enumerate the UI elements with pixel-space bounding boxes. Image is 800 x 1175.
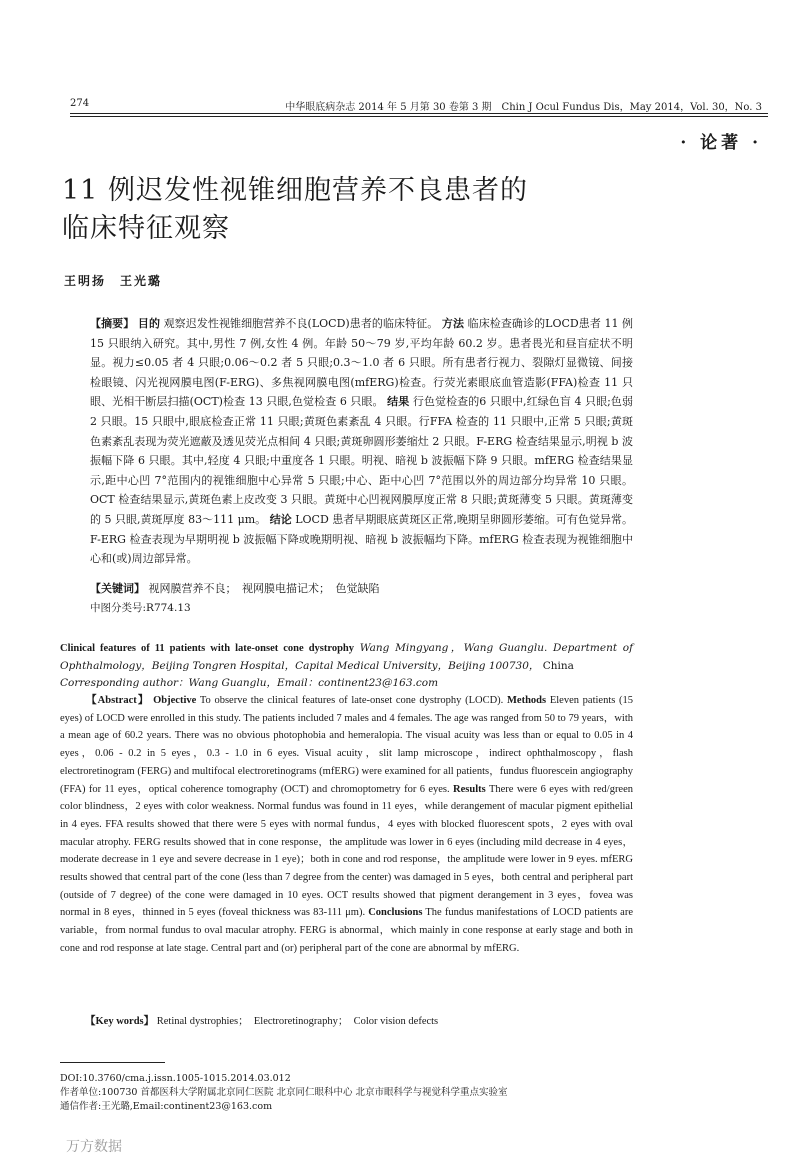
- abstract-label: 【摘要】: [90, 317, 135, 330]
- authors: 王明扬 王光璐: [64, 274, 163, 288]
- title-line-1: 11 例迟发性视锥细胞营养不良患者的: [62, 175, 528, 206]
- corresponding-author: Corresponding author：Wang Guanglu，Email：continent23@163.com: [60, 677, 439, 689]
- conclusion-text: LOCD 患者早期眼底黄斑区正常,晚期呈卵圆形萎缩。可有色觉异常。F-ERG 检查表现为早期明视 b 波振幅下降或晚期明视、暗视 b 波振幅均下降。mfERG 检查表现为视锥细胞中心和(或)周边部异常。: [90, 512, 634, 566]
- english-title: Clinical features of 11 patients with late-onset cone dystrophy: [60, 643, 355, 654]
- en-abstract-label: 【Abstract】: [85, 695, 150, 706]
- footnote-rule: [60, 1062, 165, 1063]
- results-text: 行色觉检查的6 只眼中,红绿色盲 4 只眼;色弱 2 只眼。15 只眼中,眼底检查正常 11 只眼;黄斑色素紊乱 4 只眼。行FFA 检查的 11 只眼中,正常 5 只眼;黄斑色素紊乱表现为荧光遮蔽及透见荧光点相间 4 只眼;黄斑卵圆形萎缩灶 2 只眼。F-ERG 检查结果显示,明视 b 波振幅下降 6 只眼。其中,轻度 4 只眼;中重度各 1 只眼。明视、暗视 b 波振幅下降 9 只眼。mfERG 检查结果显示,距中心凹 7°范围内的视锥细胞中心异常 5 只眼;中心、距中心凹 7°范围以外的周边部分均异常 10 只眼。OCT 检查结果显示,黄斑色素上皮改变 3 只眼。黄斑中心凹视网膜厚度正常 8 只眼;黄斑薄变 5 只眼。黄斑薄变的 5 只眼,黄斑厚度 83～111 μm。: [90, 395, 634, 526]
- methods-text: 临床检查确诊的LOCD患者 11 例 15 只眼纳入研究。其中,男性 7 例,女性 4 例。年龄 50～79 岁,平均年龄 60.2 岁。患者畏光和昼盲症状不明显。视力≤0.05 者 4 只眼;0.06～0.2 者 5 只眼;0.3～1.0 者 6 只眼。所有患者行视力、裂隙灯显微镜、间接检眼镜、闪光视网膜电图(F-ERG)、多焦视网膜电图(mfERG)检查。行荧光素眼底血管造影(FFA)检查 11 只眼、光相干断层扫描(OCT)检查 13 只眼,色觉检查 6 只眼。: [90, 317, 634, 409]
- keywords-label: 【关键词】: [90, 582, 145, 595]
- classification-number: 中图分类号:R774.13: [90, 602, 191, 614]
- doi: DOI:10.3760/cma.j.issn.1005-1015.2014.03.012: [60, 1073, 291, 1084]
- en-methods-text: Eleven patients (15 eyes) of LOCD were enrolled in this study. The patients included 7 males and 4 females. The age was ranged from 50 to 79 years，with a mean age of 60.2 years. There was no obvious photophobia and hemeralopia. The visual acuity was less than or equal to 0.05 in 4 eyes，0.06 - 0.2 in 5 eyes，0.3 - 1.0 in 6 eyes. Visual acuity，slit lamp microscope，indirect ophthalmoscopy，flash electroretinogram (FERG) and multifocal electroretinograms (mfERG) were examined for all patients，fundus fluorescein angiography (FFA) for 11 eyes，optical coherence tomography (OCT) and chromoptometry for 6 eyes.: [60, 695, 634, 795]
- en-keywords-label: 【Key words】: [85, 1016, 155, 1027]
- objective-label: 目的: [137, 317, 161, 330]
- keywords-chinese: [90, 580, 380, 596]
- en-results-text: There were 6 eyes with red/green color blindness，2 eyes with color weakness. Normal fundus was found in 11 eyes，while derangement of macular pigment epithelial in 4 eyes. FFA results showed that there were 5 eyes with normal fundus，4 eyes with blocked fluorescent spots，2 eyes with oval macular atrophy. FERG results showed that in cone response，the amplitude was lower in 6 eyes (including mild decrease in 4 eyes，moderate decrease in 1 eye and severe decrease in 1 eye)；both in cone and rod response，the amplitude were lower in 9 eyes. mfERG results showed that central part of the cone (less than 7 degree from the center) was damaged in 5 eyes，both central and peripheral part (outside of 7 degree) of the cone were damaged in 10 eyes. OCT results showed that pigment derangement in 3 eyes，fovea was normal in 8 eyes，thinned in 5 eyes (foveal thickness was 83-111 μm).: [60, 783, 634, 919]
- en-conclusions-label: Conclusions: [368, 907, 423, 919]
- article-title: [62, 172, 682, 248]
- en-results-label: Results: [453, 783, 486, 795]
- footnotes: [60, 1072, 508, 1114]
- keywords-english: [85, 1013, 438, 1028]
- section-tag: · 论著 ·: [680, 133, 762, 153]
- author-affiliation: 作者单位:100730 首都医科大学附属北京同仁医院 北京同仁眼科中心 北京市眼科学与视觉科学重点实验室: [60, 1087, 508, 1098]
- methods-label: 方法: [441, 317, 465, 330]
- page-number: 274: [70, 98, 90, 109]
- header-rule: [70, 113, 768, 114]
- conclusion-label: 结论: [269, 512, 292, 526]
- en-conclusions-text: The fundus manifestations of LOCD patients are variable，from normal fundus to oval macular atrophy. FERG is abnormal，which mainly in cone response at early stage and both in cone and rod response at late stage. Central part and (or) peripheral part of the cone are abnormal by mfERG.: [60, 907, 633, 954]
- correspondence: 通信作者:王光璐,Email:continent23@163.com: [60, 1101, 273, 1112]
- results-label: 结果: [387, 395, 410, 409]
- keywords-text: 视网膜营养不良； 视网膜电描记术； 色觉缺陷: [148, 582, 380, 595]
- objective-text: 观察迟发性视锥细胞营养不良(LOCD)患者的临床特征。: [163, 317, 439, 330]
- watermark: 万方数据: [66, 1139, 122, 1155]
- english-header: [60, 640, 633, 693]
- en-objective-text: To observe the clinical features of late-onset cone dystrophy (LOCD).: [199, 695, 504, 706]
- title-line-2: 临床特征观察: [62, 213, 230, 244]
- en-methods-label: Methods: [507, 695, 547, 706]
- journal-header: 中华眼底病杂志 2014 年 5 月第 30 卷第 3 期 Chin J Ocul Fundus Dis，May 2014，Vol. 30，No. 3: [285, 102, 762, 113]
- header-rule-double: [70, 116, 768, 117]
- english-authors: Wang Mingyang，Wang Guanglu. Department of Ophthalmology，Beijing Tongren Hospital，Capital Medical University，Beijing 100730，: [60, 642, 633, 672]
- abstract-english: [60, 692, 633, 958]
- en-objective-label: Objective: [153, 695, 197, 706]
- en-keywords-text: Retinal dystrophies； Electroretinography； Color vision defects: [156, 1016, 439, 1027]
- abstract-chinese: [90, 314, 633, 569]
- english-country: China: [542, 659, 574, 672]
